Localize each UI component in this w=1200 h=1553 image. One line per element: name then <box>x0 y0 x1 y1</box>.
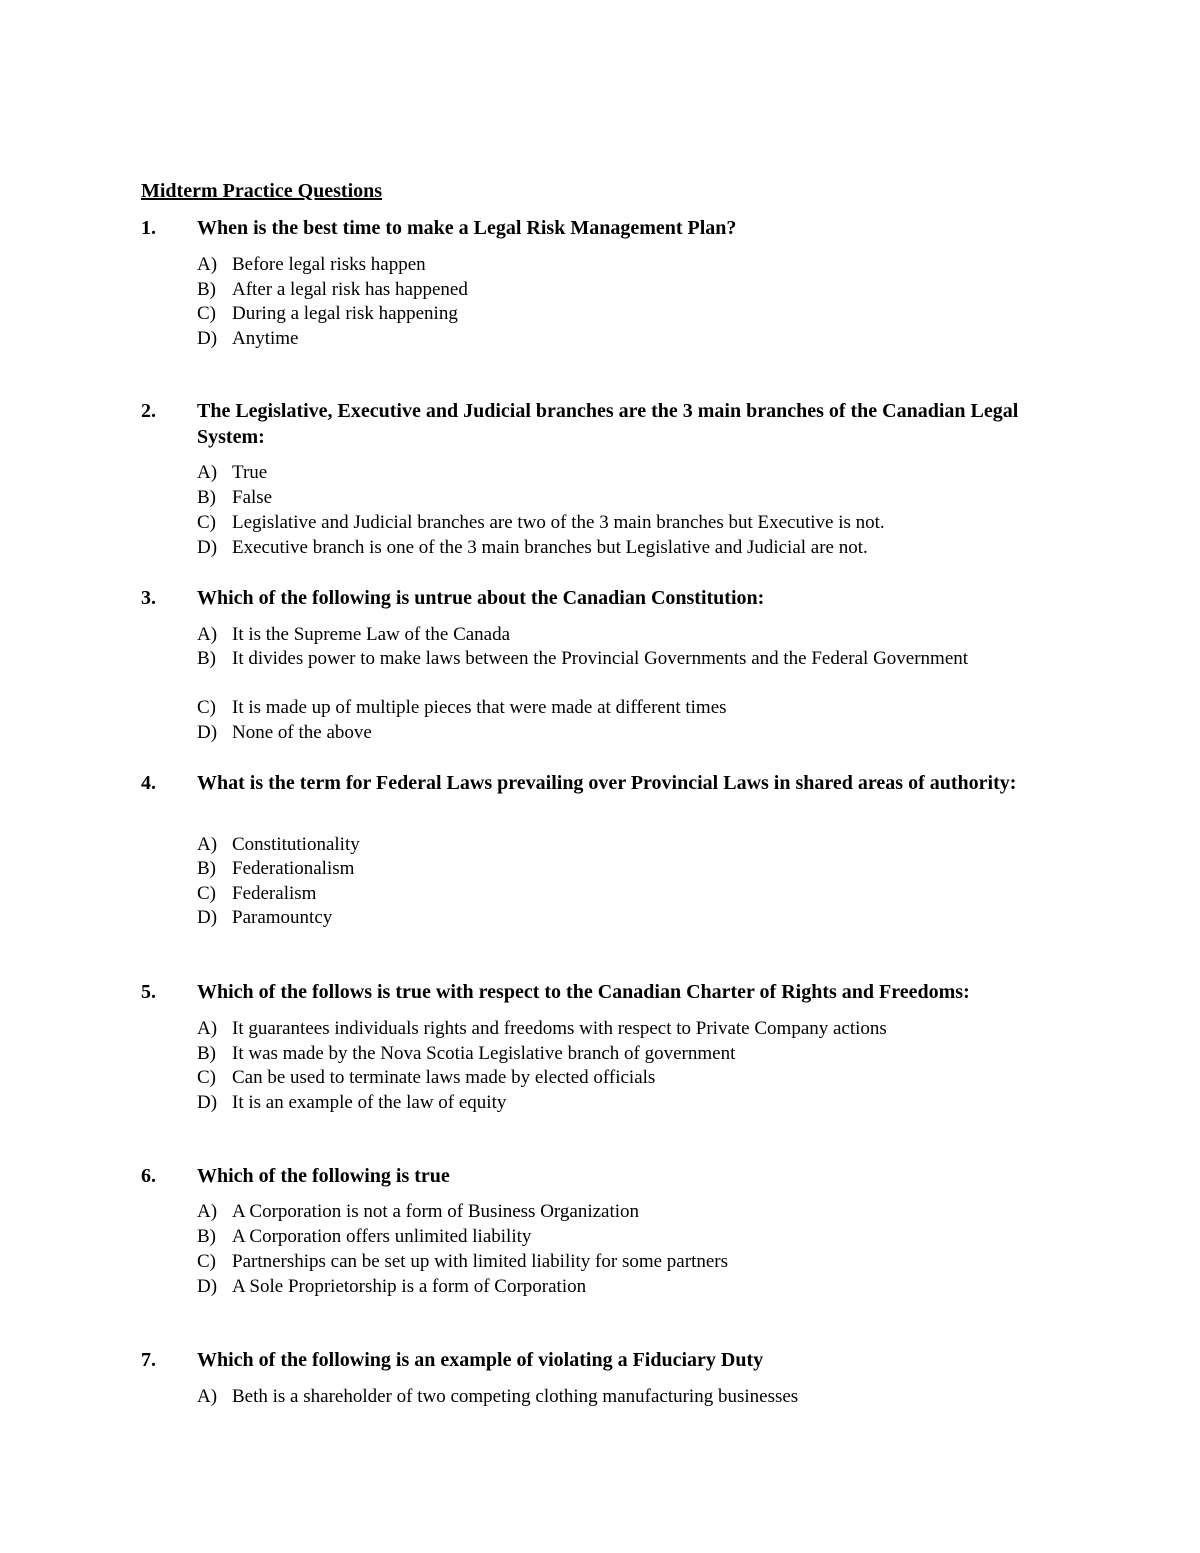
question-text: When is the best time to make a Legal Risk Management Plan? <box>197 217 737 239</box>
option-text: It is the Supreme Law of the Canada <box>232 624 511 645</box>
option-letter: C) <box>197 883 216 904</box>
option-letter: A) <box>197 1201 218 1222</box>
option-text: Anytime <box>232 328 299 349</box>
question-number: 6. <box>141 1165 156 1187</box>
option-text: It is an example of the law of equity <box>232 1092 507 1113</box>
question-text: Which of the follows is true with respect to the Canadian Charter of Rights and Freedoms: <box>197 981 970 1003</box>
option-letter: B) <box>197 858 216 879</box>
option-text: After a legal risk has happened <box>232 279 468 300</box>
question-text: What is the term for Federal Laws prevailing over Provincial Laws in shared areas of authority: <box>197 772 1017 794</box>
question-number: 5. <box>141 981 156 1003</box>
option-text: Federationalism <box>232 858 355 879</box>
question-number: 2. <box>141 400 156 422</box>
option-letter: A) <box>197 462 218 483</box>
option-letter: D) <box>197 1276 218 1297</box>
option-text: Executive branch is one of the 3 main branches but Legislative and Judicial are not. <box>232 537 868 558</box>
option-letter: D) <box>197 722 218 743</box>
option-text: Federalism <box>232 883 317 904</box>
option-text: Paramountcy <box>232 907 333 928</box>
option-text: False <box>232 487 273 508</box>
question-number: 3. <box>141 587 156 609</box>
option-text: Constitutionality <box>232 834 360 855</box>
option-letter: A) <box>197 1018 218 1039</box>
option-letter: C) <box>197 1251 216 1272</box>
option-letter: B) <box>197 487 216 508</box>
option-letter: C) <box>197 303 216 324</box>
question-text: The Legislative, Executive and Judicial branches are the 3 main branches of the Canadian Legal System: <box>197 400 1019 448</box>
option-letter: B) <box>197 1226 216 1247</box>
option-text: Can be used to terminate laws made by elected officials <box>232 1067 656 1088</box>
option-letter: A) <box>197 1386 218 1407</box>
option-letter: B) <box>197 279 216 300</box>
option-letter: B) <box>197 1043 216 1064</box>
option-text: Beth is a shareholder of two competing clothing manufacturing businesses <box>232 1386 799 1407</box>
question-number: 4. <box>141 772 156 794</box>
option-letter: A) <box>197 624 218 645</box>
option-text: Legislative and Judicial branches are two of the 3 main branches but Executive is not. <box>232 512 885 533</box>
option-letter: A) <box>197 254 218 275</box>
option-text: Before legal risks happen <box>232 254 426 275</box>
option-letter: C) <box>197 512 216 533</box>
option-text: It divides power to make laws between the Provincial Governments and the Federal Government <box>232 648 969 669</box>
option-text: During a legal risk happening <box>232 303 458 324</box>
option-text: A Corporation is not a form of Business Organization <box>232 1201 640 1222</box>
option-text: A Corporation offers unlimited liability <box>232 1226 532 1247</box>
option-text: It is made up of multiple pieces that were made at different times <box>232 697 727 718</box>
option-text: None of the above <box>232 722 372 743</box>
option-text: It guarantees individuals rights and freedoms with respect to Private Company actions <box>232 1018 887 1039</box>
question-text: Which of the following is untrue about the Canadian Constitution: <box>197 587 765 609</box>
question-number: 1. <box>141 217 156 239</box>
option-letter: D) <box>197 1092 218 1113</box>
option-letter: C) <box>197 697 216 718</box>
document-title: Midterm Practice Questions <box>141 180 383 202</box>
option-letter: B) <box>197 648 216 669</box>
option-letter: D) <box>197 907 218 928</box>
option-letter: D) <box>197 328 218 349</box>
option-letter: A) <box>197 834 218 855</box>
option-letter: D) <box>197 537 218 558</box>
option-text: A Sole Proprietorship is a form of Corporation <box>232 1276 587 1297</box>
question-number: 7. <box>141 1349 156 1371</box>
question-text: Which of the following is true <box>197 1165 450 1187</box>
option-letter: C) <box>197 1067 216 1088</box>
option-text: Partnerships can be set up with limited liability for some partners <box>232 1251 729 1272</box>
question-text: Which of the following is an example of violating a Fiduciary Duty <box>197 1349 764 1371</box>
option-text: It was made by the Nova Scotia Legislative branch of government <box>232 1043 736 1064</box>
option-text: True <box>232 462 268 483</box>
